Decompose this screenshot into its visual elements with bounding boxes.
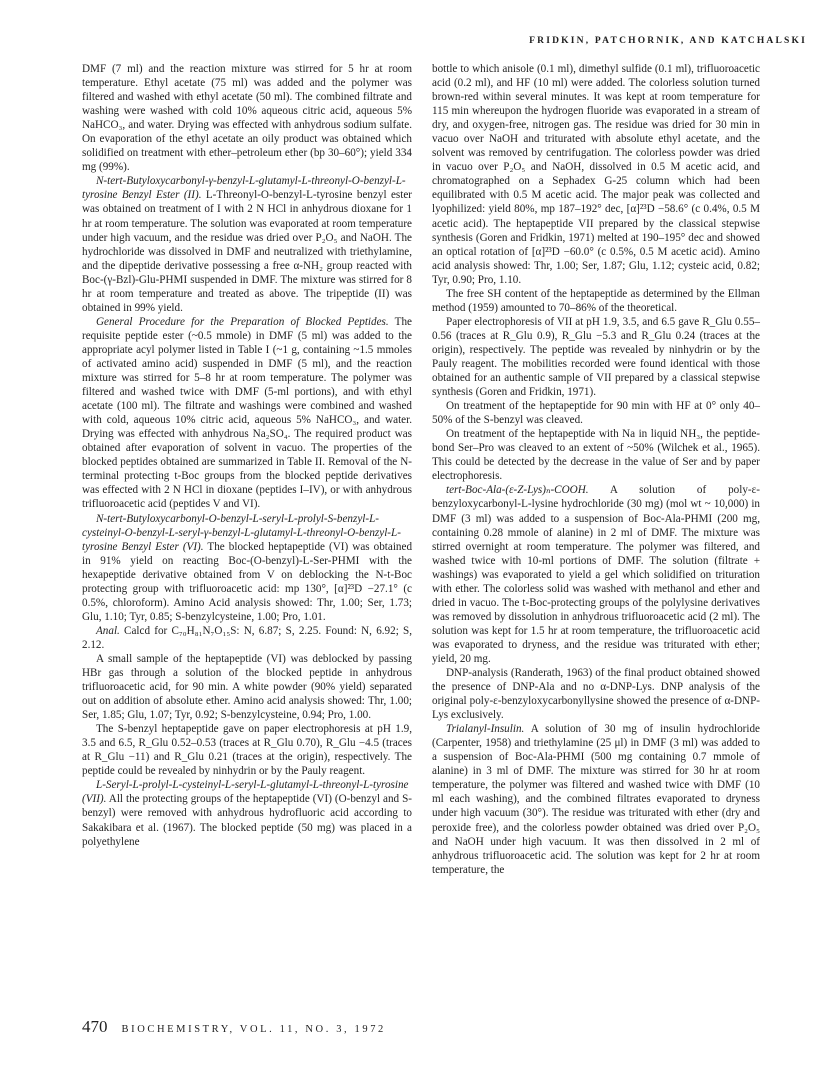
paragraph bbox=[82, 624, 412, 652]
paragraph-body: All the protecting groups of the heptapeptide (VI) (O-benzyl and S-benzyl) were removed with anhydrous hydrofluoric acid according to Sakakibara et al. (1967). The blocked peptide (50 mg) was placed in a polyethylene bbox=[82, 793, 412, 848]
page-number: 470 bbox=[82, 1017, 108, 1036]
paragraph: The free SH content of the heptapeptide as determined by the Ellman method (1959) amounted to 70–86% of the theoretical. bbox=[432, 287, 760, 314]
paragraph bbox=[82, 315, 412, 512]
paragraph: DMF (7 ml) and the reaction mixture was stirred for 5 hr at room temperature. Ethyl acetate (75 ml) was added and the polymer was filtered and washed with ethyl acetate (50 ml). The combined filtrate and washing were washed with cold 10% aqueous citric acid, aqueous 5% NaHCO₃, and water. Drying was effected with anhydrous sodium sulfate. On evaporation of the ethyl acetate an oily product was obtained which solidified on treatment with ether–petroleum ether (bp 30–60°); yield 334 mg (99%). bbox=[82, 63, 412, 174]
section-title: General Procedure for the Preparation of Blocked Peptides. bbox=[96, 315, 389, 328]
paragraph bbox=[432, 722, 760, 877]
section-title: N-tert-Butyloxycarbonyl-γ-benzyl-L-glutamyl-L-threonyl-O-benzyl-L-tyrosine Benzyl Ester (II). bbox=[82, 175, 406, 202]
paragraph bbox=[82, 778, 412, 848]
paragraph: A small sample of the heptapeptide (VI) was deblocked by passing HBr gas through a solution of the blocked peptide in anhydrous trifluoroacetic acid, for 90 min. A white powder (90% yield) separated out on addition of absolute ether. Amino acid analysis showed: Thr, 1.00; Ser, 1.85; Glu, 1.07; Tyr, 0.92; S-benzylcysteine, 0.94; Pro, 1.00. bbox=[82, 652, 412, 722]
paragraph: DNP-analysis (Randerath, 1963) of the final product obtained showed the presence of DNP-Ala and no α-DNP-Lys. DNP analysis of the original poly-ε-benzyloxycarbonyllysine showed the presence of α-DNP-Lys exclusively. bbox=[432, 667, 760, 722]
section-title: Trialanyl-Insulin. bbox=[446, 723, 525, 736]
paragraph: On treatment of the heptapeptide for 90 min with HF at 0° only 40–50% of the S-benzyl was cleaved. bbox=[432, 400, 760, 427]
right-column bbox=[432, 62, 760, 877]
paragraph-body: Calcd for C₇₀H₈₁N₇O₁₅S: N, 6.87; S, 2.25. Found: N, 6.92; S, 2.12. bbox=[82, 624, 412, 651]
paragraph bbox=[432, 483, 760, 666]
paragraph bbox=[82, 512, 412, 624]
paragraph: Paper electrophoresis of VII at pH 1.9, 3.5, and 6.5 gave R_Glu 0.55–0.56 (traces at R_Glu 0.9), R_Glu −5.3 and R_Glu 0.24 (traces at the origin), respectively. The peptide was revealed by ninhydrin or by the Pauly reagent. The mobilities recorded were found identical with those obtained for an authentic sample of VII prepared by a classical stepwise synthesis (Goren and Fridkin, 1971). bbox=[432, 315, 760, 399]
section-title: N-tert-Butyloxycarbonyl-O-benzyl-L-seryl-L-prolyl-S-benzyl-L-cysteinyl-O-benzyl-L-seryl-γ-benzyl-L-glutamyl-L-threonyl-O-benzyl-L-tyrosine Benzyl Ester (VI). bbox=[82, 512, 401, 553]
journal-citation: BIOCHEMISTRY, VOL. 11, NO. 3, 1972 bbox=[121, 1024, 386, 1035]
section-title: Anal. bbox=[96, 624, 120, 637]
paragraph bbox=[82, 174, 412, 314]
section-title: tert-Boc-Ala-(ε-Z-Lys)ₙ-COOH. bbox=[446, 484, 589, 497]
paragraph-body: L-Threonyl-O-benzyl-L-tyrosine benzyl ester was obtained on treatment of I with 2 N HCl in anhydrous dioxane for 1 hr at room temperature. The solution was evaporated at room temperature under high vacuum, and the residue was dried over P₂O₅ and NaOH. The hydrochloride was dissolved in DMF and neutralized with triethylamine, and the dipeptide derivative possessing a free α-NH₂ group reacted with Boc-(γ-Bzl)-Glu-PHMI suspended in DMF. The mixture was stirred for 8 hr at room temperature and treated as above. The tripeptide (II) was obtained in 99% yield. bbox=[82, 189, 412, 314]
paragraph: The S-benzyl heptapeptide gave on paper electrophoresis at pH 1.9, 3.5 and 6.5, R_Glu 0.52–0.53 (traces at R_Glu 0.70), R_Glu −4.5 (traces at R_Glu −11) and R_Glu 0.21 (traces at the origin), respectively. The peptide could be revealed by ninhydrin or by the Pauly reagent. bbox=[82, 723, 412, 778]
section-title: L-Seryl-L-prolyl-L-cysteinyl-L-seryl-L-glutamyl-L-threonyl-L-tyrosine (VII). bbox=[82, 779, 409, 806]
page-footer bbox=[82, 1017, 386, 1037]
paragraph-body: The requisite peptide ester (~0.5 mmole) in DMF (5 ml) was added to the appropriate acyl polymer listed in Table I (~1 g, containing ~1.5 mmoles of activated amino acid) suspended in DMF (5 ml), and the reaction mixture was stirred for 5–8 hr at room temperature. The polymer was filtered and washed twice with DMF (5-ml portions), and with ethyl acetate (100 ml). The filtrate and washings were combined and washed with cold, aqueous 10% citric acid, aqueous 5% NaHCO₃, and water. Drying was effected with anhydrous Na₂SO₄. The required product was obtained after evaporation of solvent in vacuo. The properties of the blocked peptides obtained are summarized in Table II. Removal of the N-terminal protecting t-Boc groups from the blocked peptide derivatives was effected with 2 N HCl in dioxane (peptides I–IV), or with anhydrous trifluoroacetic acid (peptides V and VI). bbox=[82, 315, 413, 511]
paragraph-body: A solution of poly-ε-benzyloxycarbonyl-L-lysine hydrochloride (30 mg) (mol wt ~ 10,000) in DMF (3 ml) was added to a suspension of Boc-Ala-PHMI (200 mg, containing 0.28 mmole of alanine) in 2 ml of DMF. The mixture was stirred overnight at room temperature. The polymer was filtered, and washed twice with 10-ml portions of DMF. The solution (filtrate + washings) was evaporated to yield a gel which solidified on trituration with ether. The colorless solid was washed with methanol and ether and dried in vacuo. The t-Boc-protecting groups of the polylysine derivatives was removed by dissolution in anhydrous trifluoroacetic acid (2 ml). The solution was kept for 1.5 hr at room temperature, the trifluoroacetic acid was evaporated to dryness, and the residue was triturated with ether; yield, 20 mg. bbox=[432, 484, 760, 665]
paragraph: On treatment of the heptapeptide with Na in liquid NH₃, the peptide-bond Ser–Pro was cleaved to an extent of ~50% (Wilchek et al., 1965). This could be detected by the decrease in the value of Ser and by paper electrophoresis. bbox=[432, 428, 760, 483]
paragraph-body: The blocked heptapeptide (VI) was obtained in 91% yield on reacting Boc-(O-benzyl)-L-Ser-PHMI with the hexapeptide derivative obtained from V on deblocking the N-t-Boc protecting group with trifluoroacetic acid: mp 130°, [α]²³D −27.1° (c 0.5%, chloroform). Amino Acid analysis showed: Thr, 1.00; Ser, 1.73; Glu, 1.10; Tyr, 0.85; S-benzylcysteine, 1.00; Pro, 1.01. bbox=[82, 540, 413, 623]
left-column bbox=[82, 62, 412, 849]
paragraph: bottle to which anisole (0.1 ml), dimethyl sulfide (0.1 ml), trifluoroacetic acid (0.2 ml), and HF (10 ml) were added. The colorless solution turned brown-red within several minutes. It was kept at room temperature for 115 min whereupon the hydrogen fluoride was evaporated in a stream of dry, and oxygen-free, nitrogen gas. The residue was dried for 30 min in vacuo over NaOH and triturated with absolute ethyl acetate, and the solvent was removed by centrifugation. The colorless powder was dried in vacuo over P₂O₅ and NaOH, dissolved in 0.5 M acetic acid, and chromatographed on a Sephadex G-25 column which had been equilibrated with 0.5 M acetic acid. The major peak was collected and lyophilized: yield 80%, mp 187–192° dec, [α]²³D −58.6° (c 0.4%, 0.5 M acetic acid). The heptapeptide VII prepared by the classical stepwise synthesis (Goren and Fridkin, 1971) melted at 190–195° dec and showed an optical rotation of [α]²³D −60.0° (c 0.5%, 0.5 M acetic acid). Amino acid analysis showed: Thr, 1.00; Ser, 1.87; Glu, 1.12; cysteic acid, 0.82; Tyr, 0.90; Pro, 1.10. bbox=[432, 63, 760, 286]
paragraph-body: A solution of 30 mg of insulin hydrochloride (Carpenter, 1958) and triethylamine (25 μl) in DMF (3 ml) was added to a suspension of Boc-Ala-PHMI (500 mg containing 0.7 mmole of alanine) in 3 ml of DMF. The mixture was stirred for 30 hr at room temperature, the polymer was filtered and washed twice with DMF (10 ml each washing), and the combined filtrates evaporated to dryness under high vacuum (30°). The residue was triturated with ether (dry and peroxide free), and the colorless powder obtained was dried over P₂O₅ and NaOH under high vacuum. It was then dissolved in 2 ml of anhydrous trifluoroacetic acid. The solution was kept for 2 hr at room temperature, the bbox=[432, 723, 760, 876]
running-head: FRIDKIN, PATCHORNIK, AND KATCHALSKI bbox=[529, 36, 807, 46]
